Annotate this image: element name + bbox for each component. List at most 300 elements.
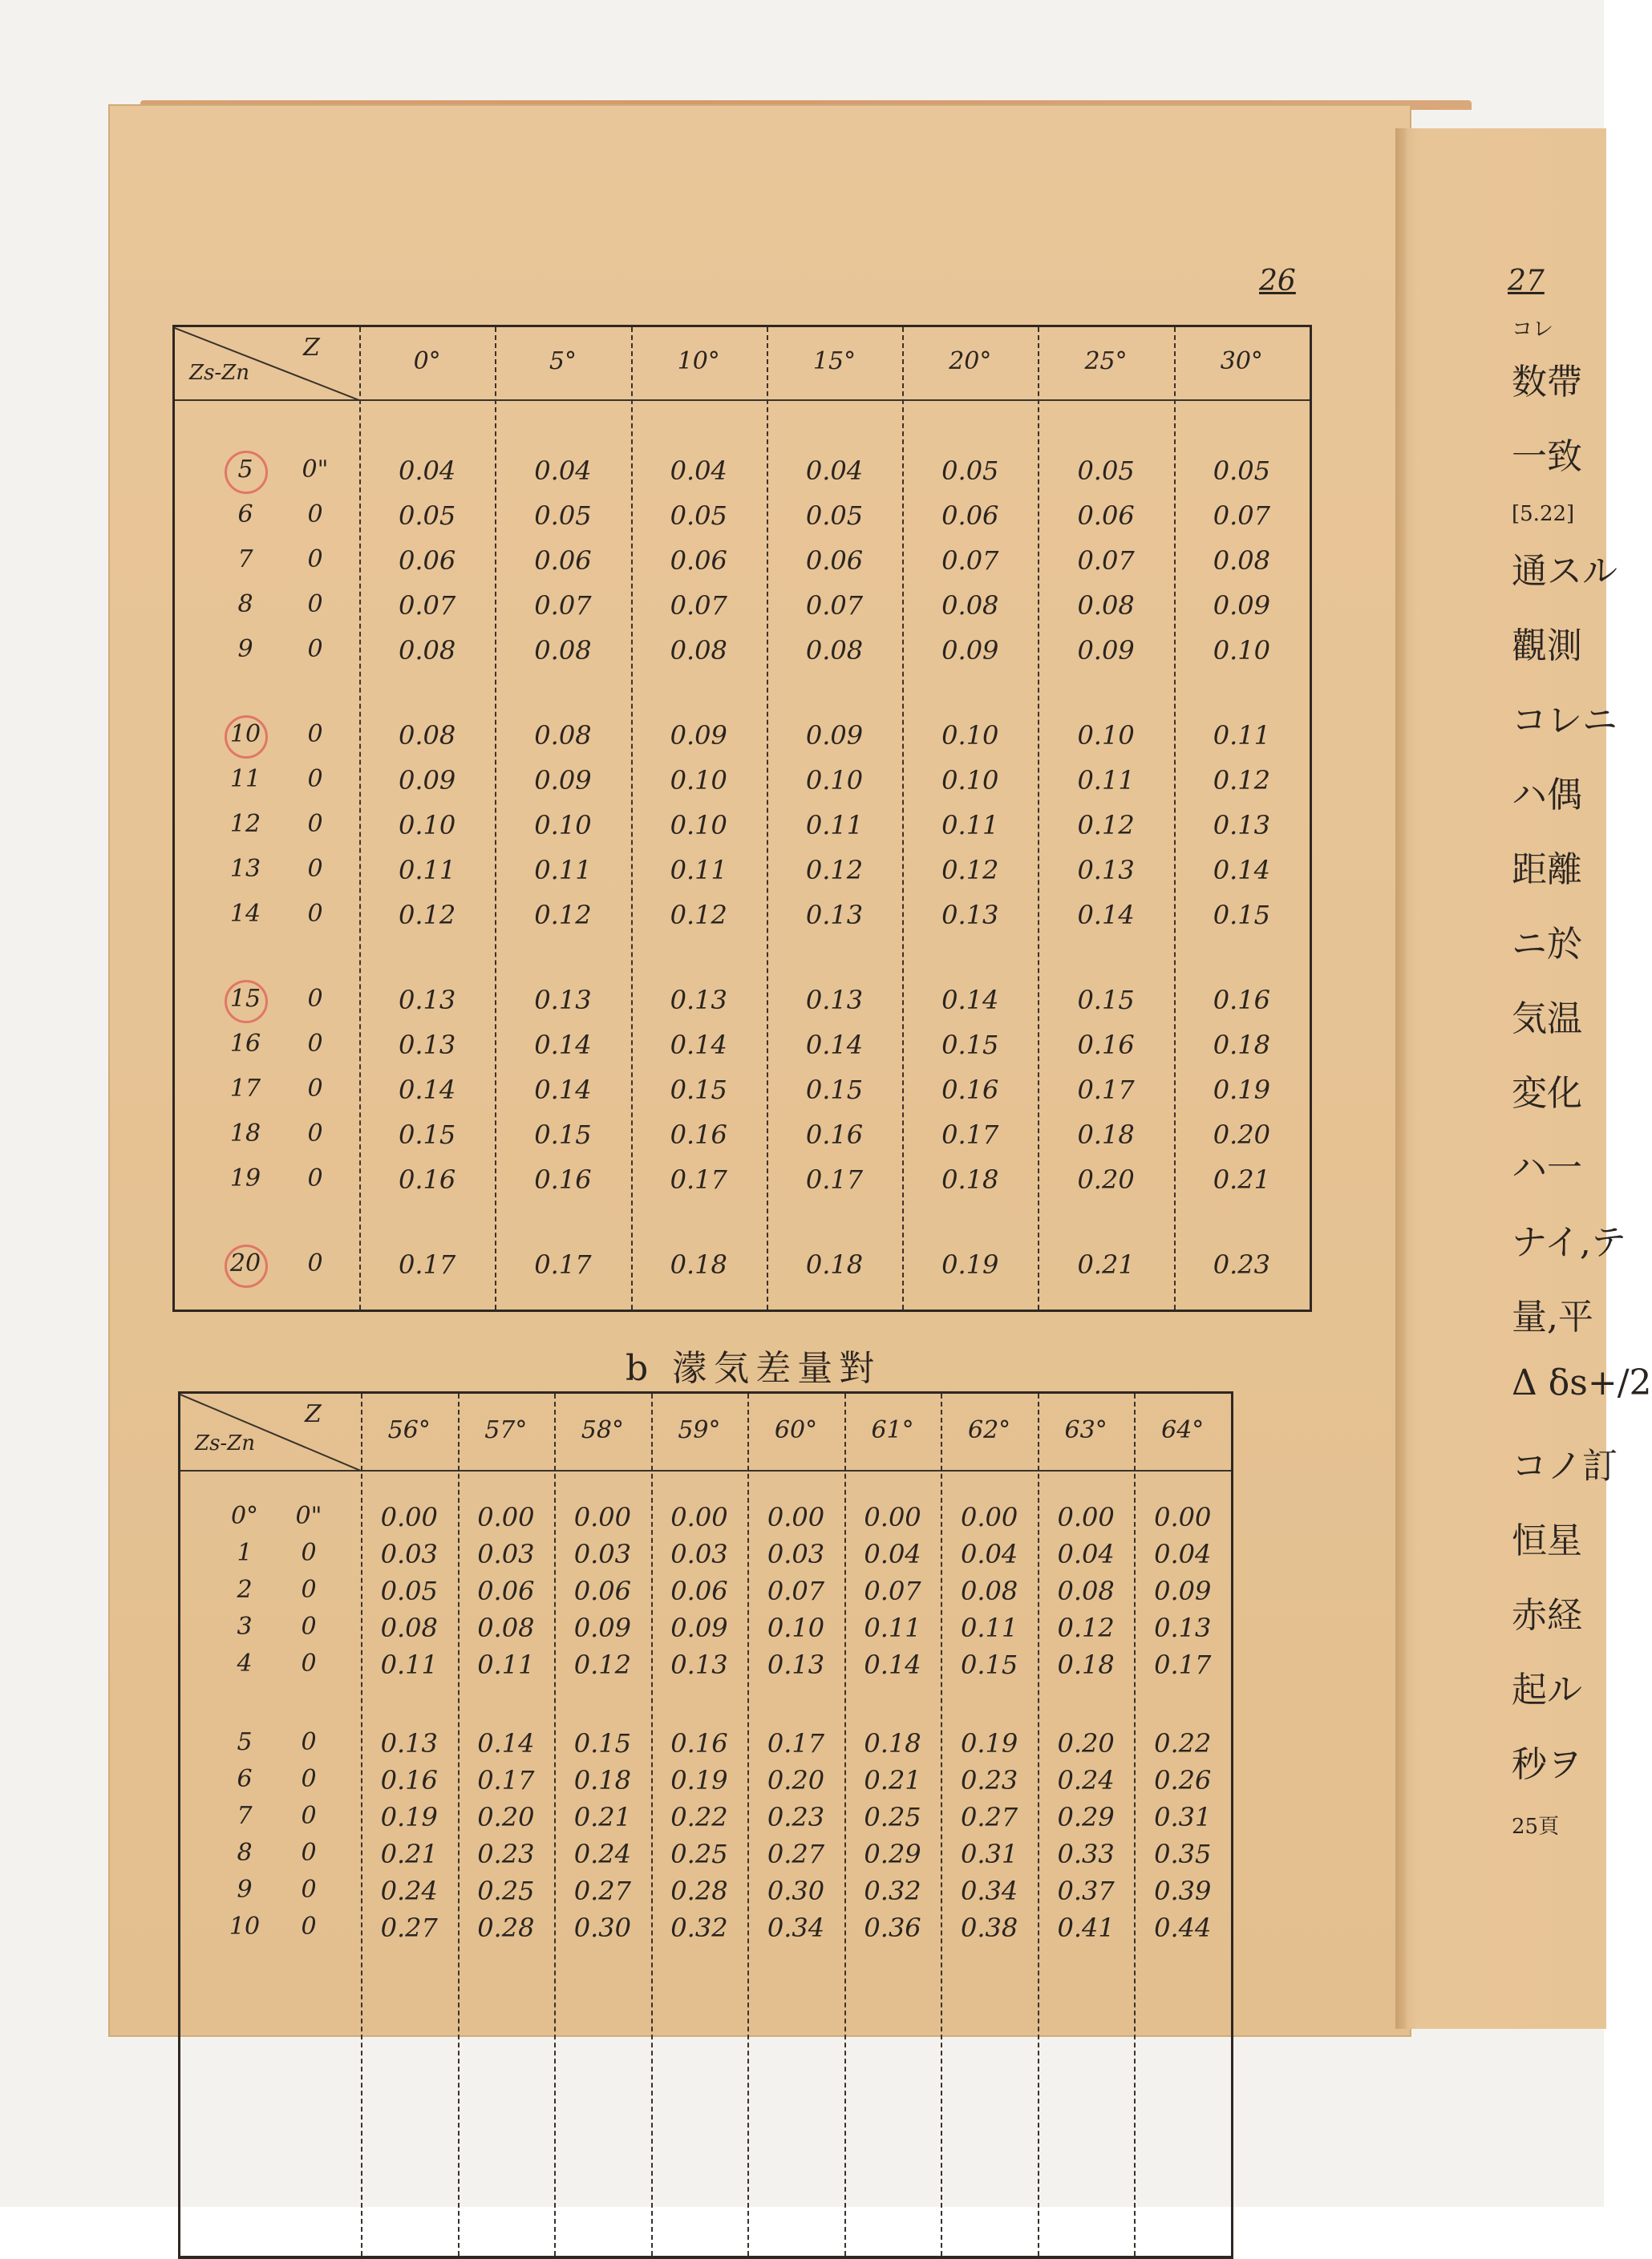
- right-page-line: コレニ: [1512, 700, 1618, 741]
- table-cell-value: 0.21: [1077, 1249, 1135, 1280]
- table-cell-value: 0.14: [670, 1030, 727, 1060]
- table-cell-value: 0.24: [380, 1876, 438, 1906]
- table-cell-value: 0.16: [534, 1164, 592, 1195]
- table-cell-value: 0.19: [941, 1249, 999, 1280]
- table-cell-value: 0.10: [1077, 720, 1135, 751]
- row-minute: 0: [307, 1119, 323, 1148]
- table-cell-value: 0.24: [573, 1839, 631, 1869]
- table-cell-value: 0.12: [1057, 1613, 1115, 1643]
- row-minute: 0: [307, 985, 323, 1013]
- table-cell-value: 0.23: [960, 1765, 1018, 1795]
- table-cell-value: 0.11: [399, 855, 456, 885]
- row-minute: 0: [301, 1576, 317, 1604]
- table-cell-value: 0.12: [534, 900, 592, 930]
- right-page-line: 気温: [1512, 998, 1582, 1039]
- row-degree: 5: [237, 1728, 253, 1756]
- table-cell-value: 0.14: [477, 1728, 535, 1759]
- column-header: 30°: [1220, 347, 1263, 375]
- table-cell-value: 0.08: [534, 720, 592, 751]
- row-minute: 0: [307, 1030, 323, 1058]
- table-cell-value: 0.06: [941, 500, 999, 531]
- table-cell-value: 0.15: [805, 1075, 864, 1105]
- table-cell-value: 0.09: [534, 765, 592, 796]
- right-page-line: 秒ヲ: [1512, 1744, 1582, 1785]
- row-degree: 18: [229, 1119, 261, 1148]
- table-cell-value: 0.19: [960, 1728, 1018, 1759]
- table-cell-value: 0.25: [670, 1839, 728, 1869]
- table-cell-value: 0.12: [1077, 810, 1135, 840]
- row-degree: 0°: [230, 1502, 259, 1530]
- table-cell-value: 0.08: [399, 720, 456, 751]
- row-degree: 10: [229, 1913, 261, 1941]
- table-cell-value: 0.00: [477, 1502, 535, 1532]
- table-cell-value: 0.13: [767, 1650, 825, 1680]
- table-cell-value: 0.25: [864, 1802, 921, 1832]
- table-cell-value: 0.14: [941, 985, 999, 1015]
- table-cell-value: 0.08: [380, 1613, 438, 1643]
- table-cell-value: 0.18: [670, 1249, 727, 1280]
- table-cell-value: 0.23: [477, 1839, 535, 1869]
- right-page-line: ニ於: [1512, 924, 1582, 965]
- table-cell-value: 0.08: [1077, 590, 1135, 621]
- table-cell-value: 0.15: [960, 1650, 1018, 1680]
- table-cell-value: 0.17: [670, 1164, 727, 1195]
- table-cell-value: 0.15: [670, 1075, 727, 1105]
- table-cell-value: 0.41: [1057, 1913, 1115, 1943]
- corner-label-zs-zn: Zs-Zn: [195, 1431, 256, 1455]
- column-header: 63°: [1064, 1415, 1107, 1444]
- circled-marker: [225, 715, 268, 759]
- table-cell-value: 0.05: [670, 500, 727, 531]
- table-cell-value: 0.13: [941, 900, 999, 930]
- row-minute: 0: [307, 1164, 323, 1192]
- row-minute: 0: [307, 545, 323, 573]
- table-cell-value: 0.31: [1154, 1802, 1212, 1832]
- book-gutter: [1395, 128, 1407, 2029]
- right-page-line: コノ訂: [1512, 1446, 1618, 1487]
- table-cell-value: 0.10: [941, 720, 999, 751]
- column-header: 0°: [413, 347, 441, 375]
- column-header: 15°: [812, 347, 856, 375]
- table-cell-value: 0.06: [670, 1576, 728, 1606]
- table-cell-value: 0.13: [1213, 810, 1270, 840]
- row-minute: 0: [307, 855, 323, 883]
- table-cell-value: 0.18: [805, 1249, 864, 1280]
- table-cell-value: 0.32: [670, 1913, 728, 1943]
- table-cell-value: 0.07: [399, 590, 456, 621]
- table-cell-value: 0.30: [573, 1913, 631, 1943]
- table-cell-value: 0.18: [864, 1728, 921, 1759]
- table-cell-value: 0.31: [960, 1839, 1018, 1869]
- table-cell-value: 0.10: [534, 810, 592, 840]
- table-cell-value: 0.16: [1077, 1030, 1135, 1060]
- table-cell-value: 0.09: [573, 1613, 631, 1643]
- table-cell-value: 0.00: [767, 1502, 825, 1532]
- table-cell-value: 0.15: [399, 1119, 456, 1150]
- row-minute: 0: [307, 590, 323, 618]
- row-degree: 3: [237, 1613, 253, 1641]
- row-minute: 0: [301, 1728, 317, 1756]
- row-degree: 1: [237, 1539, 253, 1567]
- table-cell-value: 0.16: [805, 1119, 864, 1150]
- table-cell-value: 0.10: [670, 765, 727, 796]
- table-cell-value: 0.13: [670, 985, 727, 1015]
- row-minute: 0: [307, 1249, 323, 1277]
- table-cell-value: 0.23: [767, 1802, 825, 1832]
- corner-label-zs-zn: Zs-Zn: [189, 361, 250, 385]
- table-cell-value: 0.05: [1213, 455, 1270, 486]
- row-degree: 9: [237, 635, 253, 663]
- table-cell-value: 0.16: [941, 1075, 999, 1105]
- row-degree: 8: [237, 1839, 253, 1867]
- table-cell-value: 0.14: [399, 1075, 456, 1105]
- table-cell-value: 0.04: [805, 455, 864, 486]
- table-cell-value: 0.08: [941, 590, 999, 621]
- row-degree: 9: [237, 1876, 253, 1904]
- table-cell-value: 0.10: [767, 1613, 825, 1643]
- table-cell-value: 0.35: [1154, 1839, 1212, 1869]
- table-cell-value: 0.07: [805, 590, 864, 621]
- row-minute: 0": [302, 455, 329, 484]
- table-cell-value: 0.05: [380, 1576, 438, 1606]
- table-cell-value: 0.27: [960, 1802, 1018, 1832]
- table-cell-value: 0.11: [380, 1650, 438, 1680]
- right-page-line: 恒星: [1512, 1520, 1582, 1561]
- table-cell-value: 0.21: [1213, 1164, 1270, 1195]
- row-degree: 17: [229, 1075, 261, 1103]
- table-cell-value: 0.12: [1213, 765, 1270, 796]
- table-cell-value: 0.09: [670, 1613, 728, 1643]
- table-b-caption: b 濛気差量對: [626, 1348, 881, 1389]
- table-cell-value: 0.08: [1057, 1576, 1115, 1606]
- table-cell-value: 0.09: [805, 720, 864, 751]
- table-cell-value: 0.00: [864, 1502, 921, 1532]
- table-cell-value: 0.09: [1077, 635, 1135, 666]
- table-cell-value: 0.20: [1057, 1728, 1115, 1759]
- row-degree: 14: [229, 900, 261, 928]
- table-cell-value: 0.06: [1077, 500, 1135, 531]
- column-header: 58°: [581, 1415, 624, 1444]
- table-cell-value: 0.20: [1077, 1164, 1135, 1195]
- column-header: 60°: [774, 1415, 818, 1444]
- right-page-line: 数帶: [1512, 362, 1582, 403]
- table-cell-value: 0.21: [573, 1802, 631, 1832]
- corner-label-z: Z: [303, 334, 320, 362]
- table-cell-value: 0.03: [767, 1539, 825, 1569]
- table-cell-value: 0.06: [805, 545, 864, 576]
- table-cell-value: 0.04: [399, 455, 456, 486]
- table-cell-value: 0.08: [477, 1613, 535, 1643]
- table-cell-value: 0.29: [864, 1839, 921, 1869]
- row-minute: 0: [301, 1839, 317, 1867]
- table-cell-value: 0.18: [573, 1765, 631, 1795]
- table-cell-value: 0.00: [960, 1502, 1018, 1532]
- column-header: 10°: [677, 347, 720, 375]
- table-cell-value: 0.27: [573, 1876, 631, 1906]
- column-header: 62°: [968, 1415, 1011, 1444]
- table-cell-value: 0.18: [941, 1164, 999, 1195]
- table-cell-value: 0.10: [805, 765, 864, 796]
- table-cell-value: 0.22: [670, 1802, 728, 1832]
- right-page-number: 27: [1508, 265, 1545, 298]
- table-cell-value: 0.07: [534, 590, 592, 621]
- table-cell-value: 0.12: [805, 855, 864, 885]
- row-degree: 10: [229, 720, 261, 748]
- column-header: 64°: [1161, 1415, 1205, 1444]
- right-page-line: 起ル: [1512, 1670, 1582, 1710]
- table-cell-value: 0.15: [573, 1728, 631, 1759]
- table-cell-value: 0.10: [399, 810, 456, 840]
- table-cell-value: 0.11: [477, 1650, 535, 1680]
- table-cell-value: 0.29: [1057, 1802, 1115, 1832]
- table-cell-value: 0.13: [670, 1650, 728, 1680]
- table-cell-value: 0.17: [1077, 1075, 1135, 1105]
- column-header: 25°: [1084, 347, 1128, 375]
- row-degree: 13: [229, 855, 261, 883]
- table-cell-value: 0.15: [1213, 900, 1270, 930]
- table-cell-value: 0.13: [534, 985, 592, 1015]
- table-cell-value: 0.21: [380, 1839, 438, 1869]
- row-minute: 0: [301, 1539, 317, 1567]
- table-cell-value: 0.33: [1057, 1839, 1115, 1869]
- right-page-line: ハ偶: [1512, 775, 1582, 816]
- table-cell-value: 0.17: [477, 1765, 535, 1795]
- table-cell-value: 0.09: [1154, 1576, 1212, 1606]
- table-cell-value: 0.04: [864, 1539, 921, 1569]
- table-cell-value: 0.06: [573, 1576, 631, 1606]
- table-cell-value: 0.09: [670, 720, 727, 751]
- row-degree: 2: [237, 1576, 253, 1604]
- table-cell-value: 0.08: [670, 635, 727, 666]
- table-cell-value: 0.34: [960, 1876, 1018, 1906]
- table-cell-value: 0.37: [1057, 1876, 1115, 1906]
- circled-marker: [225, 1245, 268, 1288]
- table-cell-value: 0.16: [1213, 985, 1270, 1015]
- table-cell-value: 0.12: [573, 1650, 631, 1680]
- table-cell-value: 0.13: [399, 1030, 456, 1060]
- refraction-table-a: [172, 325, 1312, 1312]
- table-cell-value: 0.05: [805, 500, 864, 531]
- table-cell-value: 0.07: [767, 1576, 825, 1606]
- table-cell-value: 0.30: [767, 1876, 825, 1906]
- table-cell-value: 0.18: [1077, 1119, 1135, 1150]
- table-cell-value: 0.19: [380, 1802, 438, 1832]
- table-cell-value: 0.03: [670, 1539, 728, 1569]
- table-cell-value: 0.13: [1154, 1613, 1212, 1643]
- table-cell-value: 0.03: [477, 1539, 535, 1569]
- row-minute: 0: [301, 1876, 317, 1904]
- table-cell-value: 0.12: [941, 855, 999, 885]
- right-page-line: 変化: [1512, 1073, 1582, 1114]
- table-cell-value: 0.06: [670, 545, 727, 576]
- table-cell-value: 0.05: [399, 500, 456, 531]
- table-cell-value: 0.14: [1077, 900, 1135, 930]
- row-degree: 8: [237, 590, 253, 618]
- header-rule: [175, 399, 1310, 401]
- right-page-line: 距離: [1512, 849, 1582, 890]
- row-minute: 0: [307, 810, 323, 838]
- table-cell-value: 0.18: [1057, 1650, 1115, 1680]
- row-minute: 0: [307, 500, 323, 528]
- table-cell-value: 0.07: [670, 590, 727, 621]
- table-cell-value: 0.05: [1077, 455, 1135, 486]
- table-cell-value: 0.14: [534, 1030, 592, 1060]
- column-header: 61°: [871, 1415, 914, 1444]
- table-cell-value: 0.17: [534, 1249, 592, 1280]
- row-minute: 0: [307, 635, 323, 663]
- row-minute: 0: [307, 1075, 323, 1103]
- table-cell-value: 0.00: [670, 1502, 728, 1532]
- table-cell-value: 0.16: [380, 1765, 438, 1795]
- table-cell-value: 0.11: [864, 1613, 921, 1643]
- right-page-line: 25頁: [1512, 1815, 1560, 1839]
- right-page-line: コレ: [1512, 318, 1554, 342]
- table-cell-value: 0.14: [1213, 855, 1270, 885]
- table-cell-value: 0.08: [1213, 545, 1270, 576]
- right-page-line: ナイ,テ: [1512, 1222, 1626, 1263]
- table-cell-value: 0.15: [1077, 985, 1135, 1015]
- right-page-line: [5.22]: [1512, 502, 1575, 526]
- right-page-line: 赤経: [1512, 1595, 1582, 1636]
- table-cell-value: 0.25: [477, 1876, 535, 1906]
- table-cell-value: 0.14: [534, 1075, 592, 1105]
- table-cell-value: 0.22: [1154, 1728, 1212, 1759]
- circled-marker: [225, 980, 268, 1023]
- table-cell-value: 0.04: [1154, 1539, 1212, 1569]
- row-degree: 7: [237, 1802, 253, 1830]
- right-page-line: 一致: [1512, 436, 1582, 477]
- row-degree: 15: [229, 985, 261, 1013]
- table-cell-value: 0.10: [1213, 635, 1270, 666]
- column-header: 5°: [549, 347, 577, 375]
- table-cell-value: 0.27: [380, 1913, 438, 1943]
- table-cell-value: 0.16: [670, 1119, 727, 1150]
- table-cell-value: 0.14: [864, 1650, 921, 1680]
- table-cell-value: 0.08: [960, 1576, 1018, 1606]
- row-minute: 0: [301, 1613, 317, 1641]
- header-rule: [180, 1470, 1231, 1472]
- table-cell-value: 0.19: [670, 1765, 728, 1795]
- table-cell-value: 0.15: [534, 1119, 592, 1150]
- table-cell-value: 0.06: [399, 545, 456, 576]
- table-cell-value: 0.21: [864, 1765, 921, 1795]
- table-cell-value: 0.11: [1077, 765, 1135, 796]
- table-cell-value: 0.11: [941, 810, 999, 840]
- table-cell-value: 0.13: [380, 1728, 438, 1759]
- table-cell-value: 0.18: [1213, 1030, 1270, 1060]
- table-cell-value: 0.00: [380, 1502, 438, 1532]
- table-cell-value: 0.08: [534, 635, 592, 666]
- table-cell-value: 0.05: [941, 455, 999, 486]
- table-cell-value: 0.03: [380, 1539, 438, 1569]
- table-cell-value: 0.15: [941, 1030, 999, 1060]
- table-cell-value: 0.13: [805, 900, 864, 930]
- table-cell-value: 0.09: [941, 635, 999, 666]
- row-minute: 0: [307, 720, 323, 748]
- row-degree: 20: [229, 1249, 261, 1277]
- row-degree: 5: [237, 455, 253, 484]
- table-cell-value: 0.17: [941, 1119, 999, 1150]
- table-cell-value: 0.07: [1077, 545, 1135, 576]
- table-cell-value: 0.39: [1154, 1876, 1212, 1906]
- row-degree: 12: [229, 810, 261, 838]
- table-cell-value: 0.04: [1057, 1539, 1115, 1569]
- column-header: 20°: [949, 347, 992, 375]
- table-cell-value: 0.38: [960, 1913, 1018, 1943]
- table-cell-value: 0.19: [1213, 1075, 1270, 1105]
- table-cell-value: 0.07: [864, 1576, 921, 1606]
- table-cell-value: 0.04: [534, 455, 592, 486]
- table-cell-value: 0.08: [399, 635, 456, 666]
- row-degree: 11: [229, 765, 261, 793]
- table-cell-value: 0.07: [941, 545, 999, 576]
- table-cell-value: 0.17: [399, 1249, 456, 1280]
- table-cell-value: 0.11: [1213, 720, 1270, 751]
- row-degree: 16: [229, 1030, 261, 1058]
- table-cell-value: 0.32: [864, 1876, 921, 1906]
- table-cell-value: 0.11: [960, 1613, 1018, 1643]
- row-degree: 4: [237, 1650, 253, 1678]
- table-cell-value: 0.24: [1057, 1765, 1115, 1795]
- table-cell-value: 0.13: [805, 985, 864, 1015]
- table-cell-value: 0.00: [1057, 1502, 1115, 1532]
- right-page-line: 通スル: [1512, 551, 1618, 592]
- right-page-line: 量,平: [1512, 1297, 1593, 1338]
- table-cell-value: 0.26: [1154, 1765, 1212, 1795]
- page-number: 26: [1259, 265, 1296, 298]
- table-cell-value: 0.23: [1213, 1249, 1270, 1280]
- table-cell-value: 0.34: [767, 1913, 825, 1943]
- table-cell-value: 0.27: [767, 1839, 825, 1869]
- table-cell-value: 0.16: [399, 1164, 456, 1195]
- table-cell-value: 0.17: [805, 1164, 864, 1195]
- column-header: 59°: [678, 1415, 721, 1444]
- row-degree: 6: [237, 1765, 253, 1793]
- right-page-line: 觀測: [1512, 625, 1582, 666]
- table-cell-value: 0.20: [767, 1765, 825, 1795]
- table-cell-value: 0.20: [1213, 1119, 1270, 1150]
- row-minute: 0: [301, 1765, 317, 1793]
- row-degree: 19: [229, 1164, 261, 1192]
- row-minute: 0: [301, 1913, 317, 1941]
- table-cell-value: 0.11: [670, 855, 727, 885]
- table-cell-value: 0.04: [670, 455, 727, 486]
- table-cell-value: 0.36: [864, 1913, 921, 1943]
- table-cell-value: 0.10: [670, 810, 727, 840]
- row-degree: 6: [237, 500, 253, 528]
- table-cell-value: 0.11: [534, 855, 592, 885]
- column-header: 57°: [484, 1415, 528, 1444]
- table-cell-value: 0.11: [805, 810, 864, 840]
- table-cell-value: 0.06: [534, 545, 592, 576]
- table-cell-value: 0.17: [767, 1728, 825, 1759]
- table-cell-value: 0.13: [1077, 855, 1135, 885]
- table-cell-value: 0.28: [477, 1913, 535, 1943]
- table-cell-value: 0.06: [477, 1576, 535, 1606]
- table-cell-value: 0.09: [399, 765, 456, 796]
- table-cell-value: 0.07: [1213, 500, 1270, 531]
- row-minute: 0: [301, 1650, 317, 1678]
- refraction-table-b: [178, 1391, 1233, 2259]
- table-cell-value: 0.12: [670, 900, 727, 930]
- table-cell-value: 0.08: [805, 635, 864, 666]
- table-cell-value: 0.05: [534, 500, 592, 531]
- circled-marker: [225, 451, 268, 494]
- column-header: 56°: [387, 1415, 431, 1444]
- table-cell-value: 0.04: [960, 1539, 1018, 1569]
- corner-label-z: Z: [305, 1400, 322, 1428]
- table-cell-value: 0.00: [1154, 1502, 1212, 1532]
